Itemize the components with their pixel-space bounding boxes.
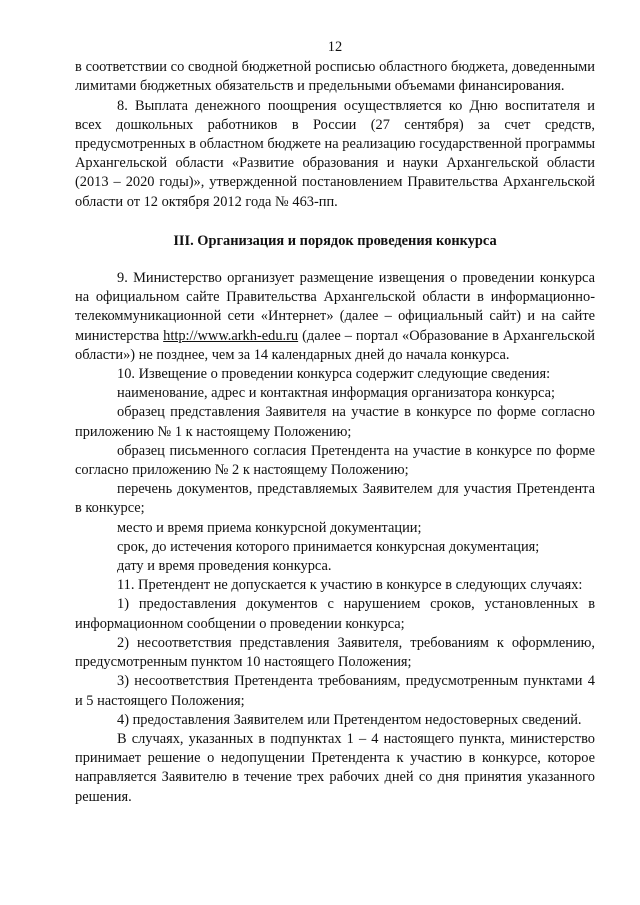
paragraph-decision: В случаях, указанных в подпунктах 1 – 4 настоящего пункта, министерство принимает решение о недопущении Претендента к участию в конкурсе, которое направляется Заявителю в течение трех рабочих дней со дня принятия указанного решения.: [75, 730, 595, 805]
subitem-3: 3) несоответствия Претендента требованиям, предусмотренным пунктами 4 и 5 настоящего Положения;: [75, 673, 595, 709]
paragraph-9: [75, 269, 595, 365]
subitem-4: 4) предоставления Заявителем или Претендентом недостоверных сведений.: [117, 711, 582, 728]
subitem-2: 2) несоответствия представления Заявителя, требованиям к оформлению, предусмотренным пунктом 10 настоящего Положения;: [75, 634, 595, 671]
paragraph-10: 10. Извещение о проведении конкурса содержит следующие сведения:: [117, 366, 551, 383]
document-page: [75, 38, 595, 807]
page-number: 12: [327, 39, 343, 55]
section-heading: III. Организация и порядок проведения конкурса: [173, 232, 497, 249]
list-item-organizer-info: наименование, адрес и контактная информация организатора конкурса;: [117, 385, 555, 402]
list-item-application-form: образец представления Заявителя на участие в конкурсе по форме согласно приложению № 1 к настоящему Положению;: [75, 404, 595, 440]
paragraph-9-text-start: 9. Министерство организует размещение извещения о проведении конкурса на официальном сайте Правительства Архангельской области в информационно-телекоммуникационной сети «Интернет» (далее – официальный сайт) и на сайте министерства: [75, 270, 595, 344]
subitem-1: 1) предоставления документов с нарушением сроков, установленных в информационном сообщении о проведении конкурса;: [75, 596, 595, 632]
list-item-consent-form: образец письменного согласия Претендента на участие в конкурсе по форме согласно приложению № 2 к настоящему Положению;: [75, 442, 595, 479]
list-item-place-time: место и время приема конкурсной документации;: [117, 519, 422, 536]
list-item-documents-list: перечень документов, представляемых Заявителем для участия Претендента в конкурсе;: [75, 481, 595, 517]
ministry-site-link[interactable]: http://www.arkh-edu.ru: [163, 327, 299, 344]
list-item-contest-date: дату и время проведения конкурса.: [117, 558, 332, 575]
paragraph-8: 8. Выплата денежного поощрения осуществляется ко Дню воспитателя и всех дошкольных работников в России (27 сентября) за счет средств, предусмотренных в областном бюджете на реализацию государственной программы Архангельской области «Развитие образования и науки Архангельской области (2013 – 2020 годы)», утвержденной постановлением Правительства Архангельской области от 12 октября 2012 года № 463-пп.: [75, 97, 595, 210]
paragraph-9-text-end: (далее – портал «Образование в Архангельской области») не позднее, чем за 14 календарных дней до начала конкурса.: [75, 327, 595, 363]
paragraph-continuation: в соответствии со сводной бюджетной росписью областного бюджета, доведенными лимитами бюджетных обязательств и предельными объемами финансирования.: [75, 59, 595, 95]
paragraph-11: 11. Претендент не допускается к участию в конкурсе в следующих случаях:: [117, 577, 583, 594]
list-item-deadline: срок, до истечения которого принимается конкурсная документация;: [117, 538, 540, 555]
